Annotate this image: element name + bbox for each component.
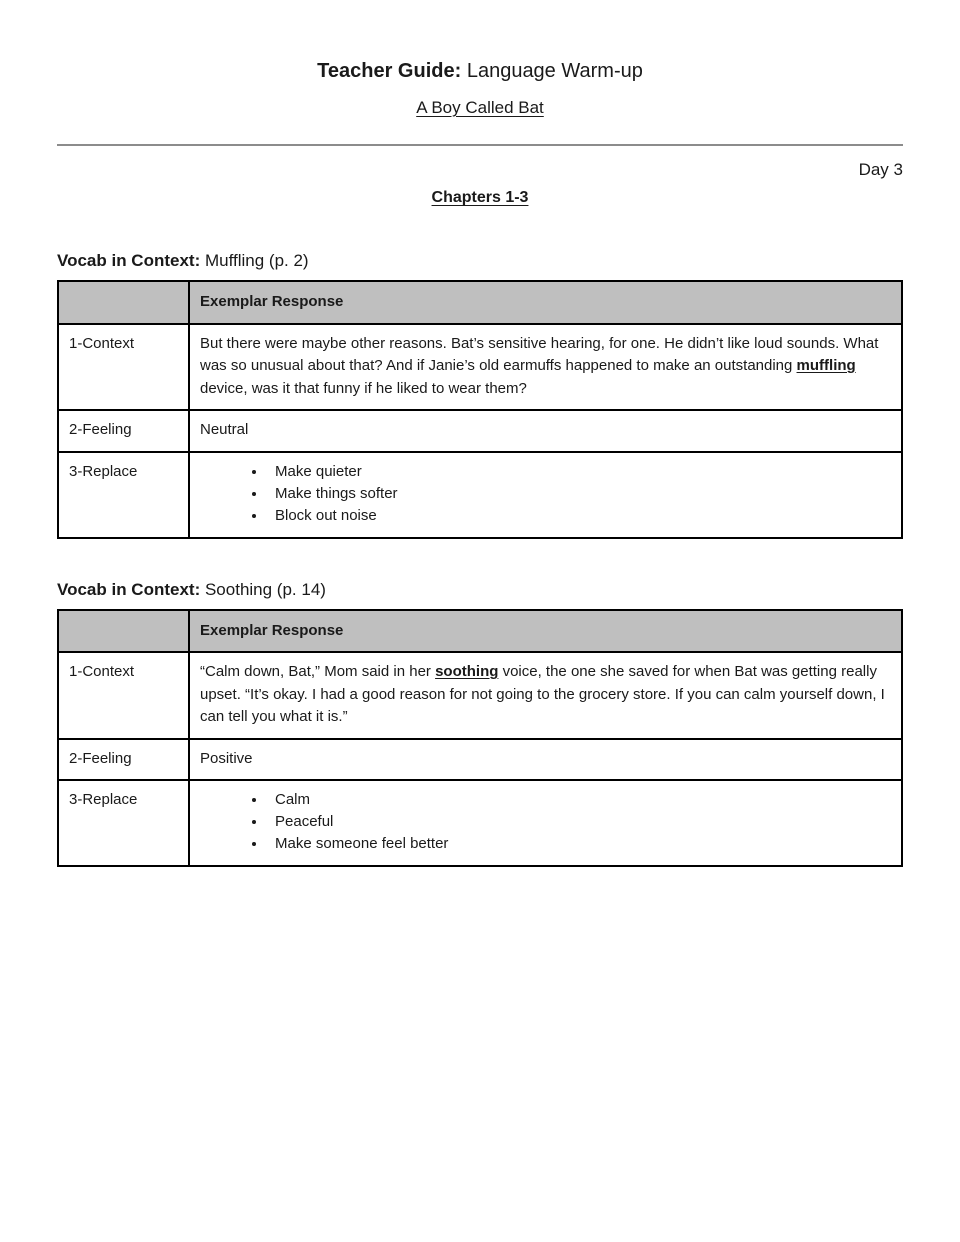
row-label: 2-Feeling (58, 410, 189, 452)
vocab-table (57, 280, 903, 539)
row-label: 1-Context (58, 652, 189, 739)
section-heading (57, 251, 903, 271)
context-text-after: voice, the one she saved for when Bat was getting really upset. “It’s okay. I had a good reason for not going to the grocery store. If you can calm yourself down, I can tell you what it is.” (200, 663, 885, 725)
page-title-bold: Teacher Guide: (317, 60, 462, 82)
chapters-heading: Chapters 1-3 (431, 189, 529, 206)
day-label: Day 3 (858, 160, 903, 179)
table-header-cell: Exemplar Response (189, 610, 902, 653)
table-row-feeling (58, 410, 902, 452)
row-label: 3-Replace (58, 780, 189, 866)
section-heading (57, 580, 903, 600)
replace-cell (189, 780, 902, 866)
list-item: • Make someone feel better (267, 833, 889, 854)
section-heading-bold: Vocab in Context: (57, 579, 201, 599)
table-row-feeling (58, 739, 902, 781)
table-row-replace (58, 780, 902, 866)
table-row-context (58, 652, 902, 739)
list-item: • Make quieter (267, 461, 889, 482)
context-text-before: But there were maybe other reasons. Bat’s sensitive hearing, for one. He didn’t like loud sounds. What was so unusual about that? And if Janie’s old earmuffs happened to make an outstanding (200, 334, 879, 374)
row-label: 1-Context (58, 324, 189, 411)
replace-list (200, 461, 889, 526)
vocab-section-muffling (57, 251, 903, 539)
table-header-row (58, 610, 902, 653)
context-text-after: device, was it that funny if he liked to wear them? (200, 379, 527, 397)
table-header-row (58, 281, 902, 324)
table-header-empty-cell (58, 610, 189, 653)
horizontal-divider (57, 144, 903, 146)
list-item: • Peaceful (267, 811, 889, 832)
context-text-before: “Calm down, Bat,” Mom said in her (200, 663, 436, 680)
feeling-cell: Neutral (189, 410, 902, 452)
context-cell (189, 652, 902, 739)
list-item: • Calm (267, 789, 889, 810)
vocab-keyword: soothing (435, 663, 499, 680)
vocab-keyword: muffling (796, 357, 856, 374)
section-heading-bold: Vocab in Context: (57, 251, 201, 270)
table-header-empty-cell (58, 281, 189, 324)
table-row-context (58, 324, 902, 411)
table-header-cell: Exemplar Response (189, 281, 902, 324)
row-label: 2-Feeling (58, 739, 189, 781)
context-cell (189, 324, 902, 411)
table-row-replace (58, 452, 902, 538)
row-label: 3-Replace (58, 452, 189, 538)
replace-list (200, 789, 889, 854)
vocab-table (57, 609, 903, 868)
section-heading-rest: Muffling (p. 2) (200, 251, 309, 270)
page-title-rest: Language Warm-up (461, 60, 643, 82)
book-title: A Boy Called Bat (416, 98, 544, 117)
page-title (57, 60, 903, 83)
section-heading-rest: Soothing (p. 14) (200, 579, 326, 599)
vocab-section-soothing (57, 580, 903, 868)
list-item: • Block out noise (267, 505, 889, 526)
feeling-cell: Positive (189, 739, 902, 781)
list-item: • Make things softer (267, 483, 889, 504)
replace-cell (189, 452, 902, 538)
